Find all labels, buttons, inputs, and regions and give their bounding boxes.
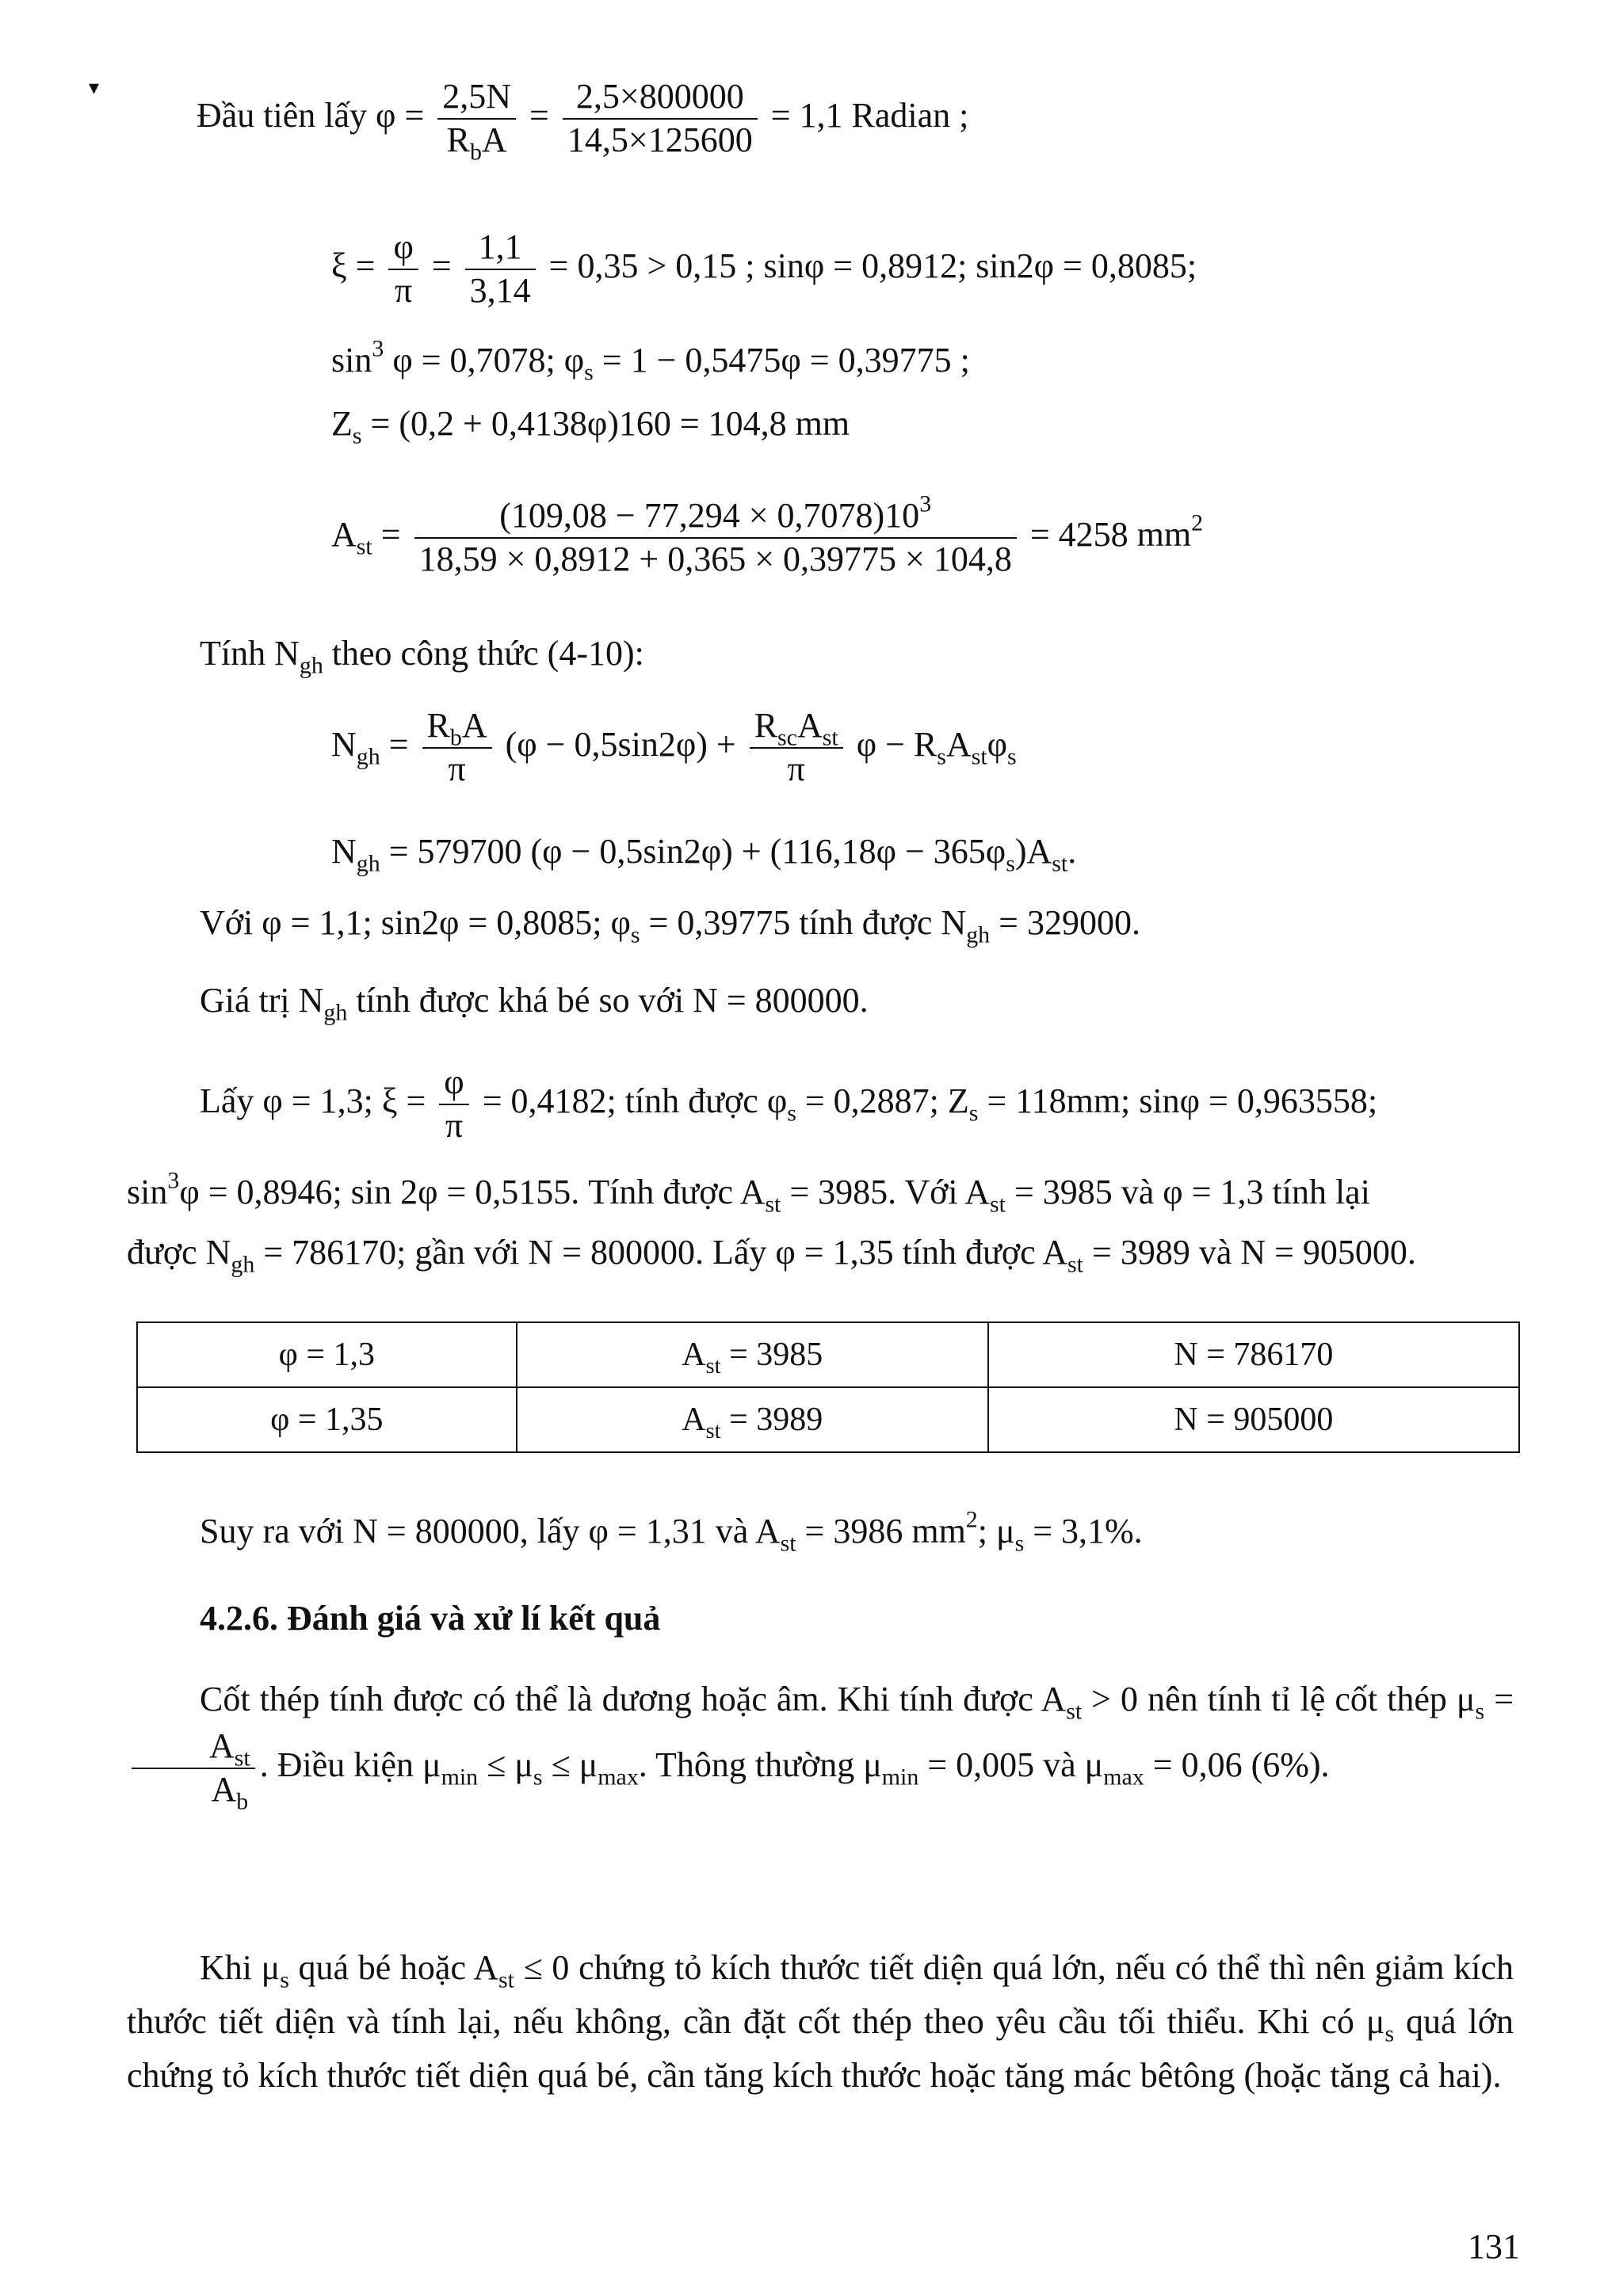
equation-zs: $Z_s = (0,2 + 0,4138\varphi)160 = 104,8$ mm xyxy=(331,404,850,449)
equation-ast: $A_{st}$ = $\frac{(109,08 - 77,294 \times 0,7078)10^3}{18,59 \times 0,8912 + 0,365 \times 0,39775 \times 104,8}$ = 4258 $mm^2$ xyxy=(331,495,1203,581)
page-number: 131 xyxy=(1468,2227,1520,2266)
text-recompute-line: được $N_{gh} = 786170$; gần với N = 800000. Lấy φ = 1,35 tính được $A_{st} = 3989$ và N = 905000. xyxy=(127,1233,1416,1278)
fraction-phi-pi-2: $\frac{\varphi}{\pi}$ xyxy=(439,1062,468,1147)
fraction-rba-pi: $\frac{R_bA}{\pi}$ xyxy=(422,705,492,791)
text-sin3-line: $\sin^3\varphi = 0,8946$; sin 2φ = 0,5155. Tính được $A_{st} = 3985$. Với $A_{st} = 3985$ và φ = 1,3 tính lại xyxy=(127,1167,1370,1218)
table-cell-ast: $A_{st} = 3985$ xyxy=(517,1322,988,1387)
text-conclusion: Suy ra với N = 800000, lấy φ = 1,31 và $A_{st} = 3986$ $mm^2$; $\mu_s = 3,1\%$. xyxy=(200,1506,1143,1557)
table-cell-phi: φ = 1,3 xyxy=(137,1322,517,1387)
equation-ngh-numeric: $N_{gh} = 579700$ $(\varphi - 0,5\sin 2\varphi) + (116,18\varphi - 365\varphi_s)A_{st}$. xyxy=(331,832,1077,877)
equation-xi: ξ = $\frac{\varphi}{\pi}$ = $\frac{1,1}{3,14}$ = 0,35 > 0,15 ; sinφ = 0,8912; sin2φ = 0,8085; xyxy=(331,227,1197,312)
paragraph-reinforcement-ratio: Cốt thép tính được có thể là dương hoặc âm. Khi tính được $A_{st} > 0$ nên tính tỉ lệ cốt thép $\mu_s$ = $\frac{A_{st}}{A_b}$ . Điều kiện $\mu_{min} \le \mu_s \le \mu_{max}$. Thông thường $\mu_{min} = 0,005$ và $\mu_{max} = 0,06$ (6%). xyxy=(127,1673,1514,1811)
results-table xyxy=(136,1322,1520,1453)
calc-ngh-intro: Tính $N_{gh}$ theo công thức (4-10): xyxy=(200,634,644,679)
fraction-ast: $\frac{(109,08 - 77,294 \times 0,7078)10^3}{18,59 \times 0,8912 + 0,365 \times 0,39775 \times 104,8}$ xyxy=(414,495,1017,581)
table-row xyxy=(137,1387,1519,1452)
section-heading: 4.2.6. Đánh giá và xử lí kết quả xyxy=(200,1599,661,1638)
table-cell-n: N = 786170 xyxy=(988,1322,1519,1387)
text-value-small: Giá trị $N_{gh}$ tính được khá bé so với N = 800000. xyxy=(200,981,869,1026)
scan-mark: ▾ xyxy=(89,76,100,99)
text-with-phi-11: Với φ = 1,1; sin2φ = 0,8085; $\varphi_s = 0,39775$ tính được $N_{gh} = 329000$. xyxy=(200,903,1140,948)
equation-phi-initial: Đầu tiên lấy φ = $\frac{2,5N}{R_bA}$ = $\frac{2,5\times 800000}{14,5\times 125600}$ = 1,1 Radian ; xyxy=(197,77,969,166)
fraction-numeric: $\frac{2,5\times 800000}{14,5\times 125600}$ xyxy=(563,76,758,162)
table-cell-phi: φ = 1,35 xyxy=(137,1387,517,1452)
fraction-ast-ab: $\frac{A_{st}}{A_b}$ xyxy=(132,1726,255,1811)
text-take-phi-13: Lấy φ = 1,3; ξ = $\frac{\varphi}{\pi}$ = 0,4182; tính được $\varphi_s = 0,2887$; $Z_s = 118mm$; sinφ = 0,963558; xyxy=(200,1062,1377,1147)
table-cell-n: N = 905000 xyxy=(988,1387,1519,1452)
fraction-rscast-pi: $\frac{R_{sc}A_{st}}{\pi}$ xyxy=(750,705,843,791)
formula-4-10: $N_{gh}$ = $\frac{R_bA}{\pi}$ (φ − 0,5sin2φ) + $\frac{R_{sc}A_{st}}{\pi}$ $\varphi - R_sA_{st}\varphi_s$ xyxy=(331,705,1017,791)
table-cell-ast: $A_{st} = 3989$ xyxy=(517,1387,988,1452)
table-row xyxy=(137,1322,1519,1387)
fraction-11-314: $\frac{1,1}{3,14}$ xyxy=(465,227,536,312)
fraction-25n-rba: $\frac{2,5N}{R_bA}$ xyxy=(437,76,516,162)
equation-sin3: $\sin^3 \varphi = 0,7078$; $\varphi_s = 1 - 0,5475\varphi = 0,39775$ ; xyxy=(331,335,970,386)
paragraph-adjust-section: Khi $\mu_s$ quá bé hoặc $A_{st} \le 0$ chứng tỏ kích thước tiết diện quá lớn, nếu có thể thì nên giảm kích thước tiết diện và tính lại, nếu không, cần đặt cốt thép theo yêu cầu tối thiểu. Khi có $\mu_s$ quá lớn chứng tỏ kích thước tiết diện quá bé, cần tăng kích thước hoặc tăng mác bêtông (hoặc tăng cả hai). xyxy=(127,1948,1514,2096)
fraction-phi-pi: $\frac{\varphi}{\pi}$ xyxy=(388,227,418,312)
